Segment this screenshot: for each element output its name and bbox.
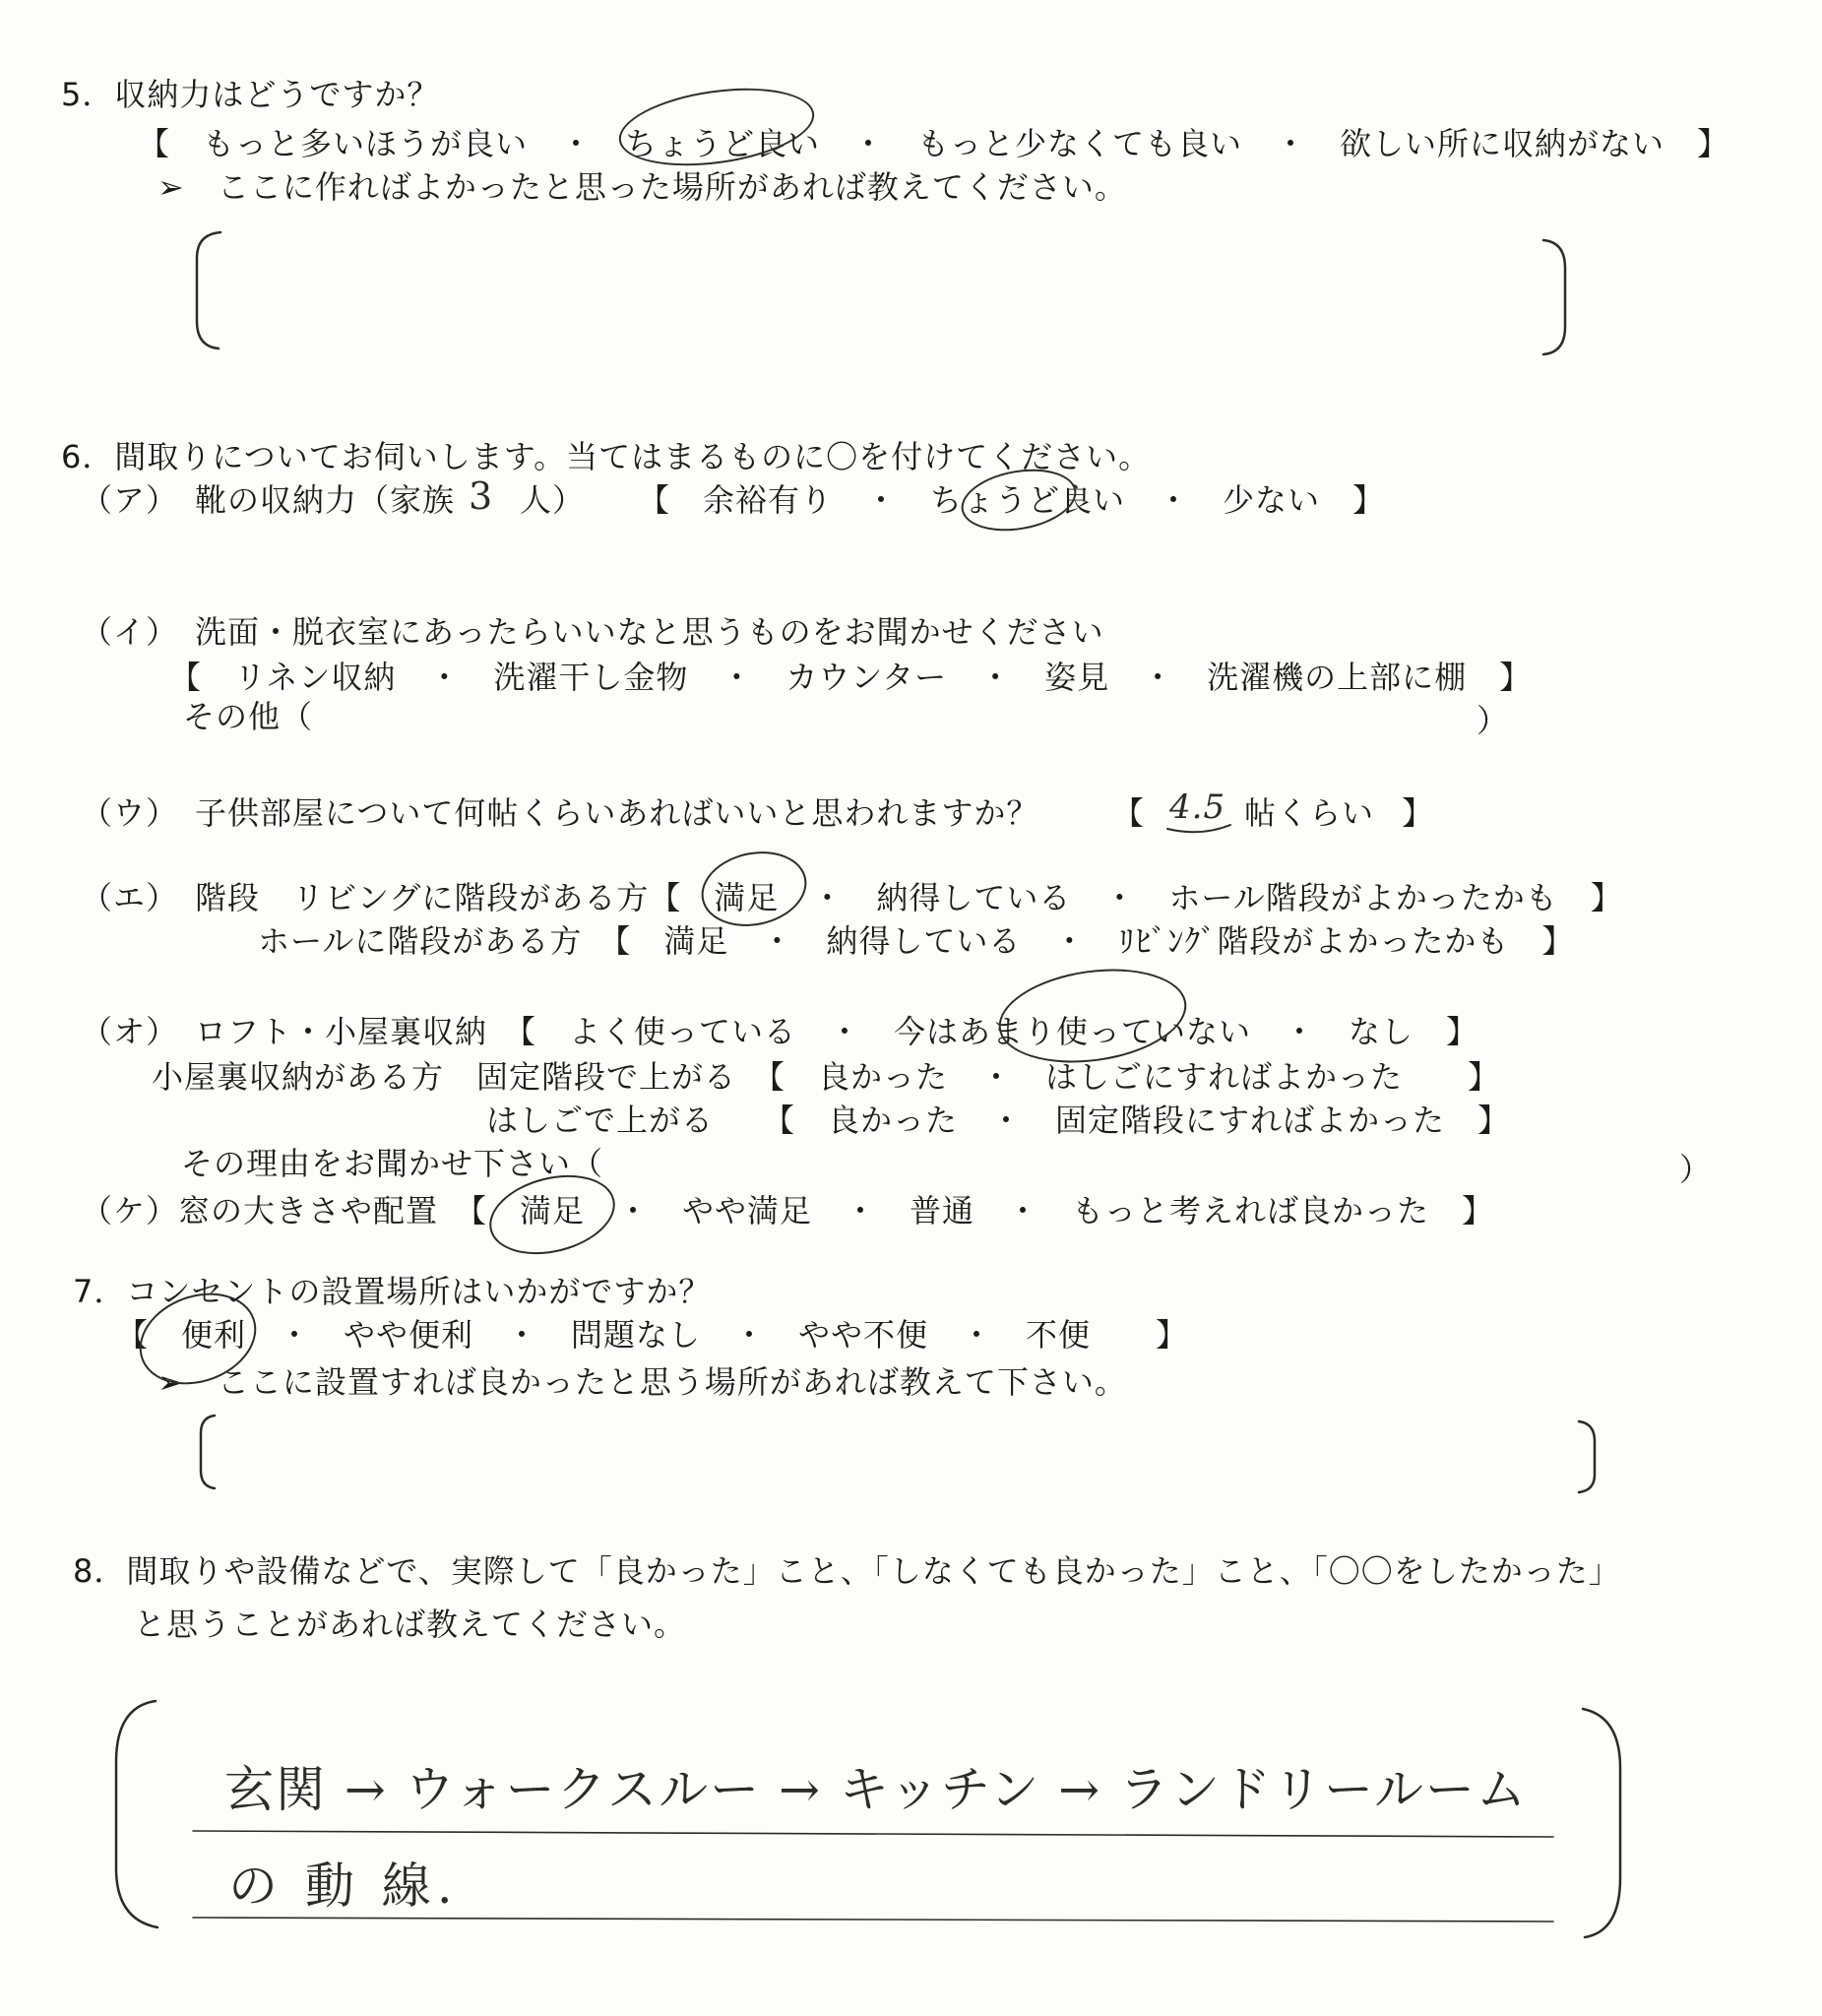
q6-a-family-count: 3 (469, 474, 494, 518)
q6-e-line2: ホールに階段がある方 【 満足 ・ 納得している ・ ﾘﾋﾞﾝｸﾞ階段がよかったかも 】 (258, 922, 1575, 960)
q6-question: 6．間取りについてお伺いします。当てはまるものに〇を付けてください。 (61, 438, 1152, 475)
q6-ke-label: （ケ）窓の大きさや配置 【 満足 ・ やや満足 ・ 普通 ・ もっと考えれば良かった 】 (81, 1192, 1495, 1229)
q6-a-suffix: 人） (520, 481, 586, 519)
q6-o-line3: はしごで上がる 【 良かった ・ 固定階段にすればよかった 】 (486, 1102, 1511, 1139)
q8-answer-line2: の 動 線. (228, 1858, 459, 1915)
q6-u-close: 】 (1402, 794, 1435, 832)
q7-bracket-left (201, 1416, 215, 1488)
q6-u-answer-underline (1167, 825, 1230, 832)
q8-bracket-left (116, 1701, 157, 1927)
q6-i-other-close: ） (1476, 702, 1510, 739)
q8-answer-line1: 玄関 → ウォークスルー → キッチン → ランドリールーム (224, 1761, 1529, 1818)
q6-i-options: 【 リネン収納 ・ 洗濯干し金物 ・ カウンター ・ 姿見 ・ 洗濯機の上部に棚 】 (169, 659, 1533, 696)
q6-o-line2: 小屋裏収納がある方 固定階段で上がる 【 良かった ・ はしごにすればよかった 】 (152, 1058, 1501, 1096)
q7-sub: ➢ ここに設置すれば良かったと思う場所があれば教えて下さい。 (157, 1363, 1127, 1401)
q5-question: 5．収納力はどうですか？ (61, 76, 440, 113)
q6-o-reason-close: ） (1679, 1151, 1713, 1188)
q5-bracket-left (197, 232, 220, 348)
q5-bracket-right (1543, 240, 1565, 354)
q5-sub: ➢ ここに作ればよかったと思った場所があれば教えてください。 (157, 168, 1127, 206)
q6-i-label: （イ） 洗面・脱衣室にあったらいいなと思うものをお聞かせください (81, 613, 1104, 651)
q6-a-options: 【 余裕有り ・ ちょうど良い ・ 少ない 】 (638, 481, 1386, 519)
q6-u-unit: 帖くらい (1244, 794, 1375, 832)
q8-writing-line-2 (193, 1918, 1553, 1922)
q8-bracket-right (1583, 1709, 1620, 1937)
q7-options: 【 便利 ・ やや便利 ・ 問題なし ・ やや不便 ・ 不便 】 (116, 1316, 1189, 1354)
q6-u-label: （ウ） 子供部屋について何帖くらいあればいいと思われますか？ (81, 794, 1039, 832)
q6-a-label: （ア） 靴の収納力（家族 (81, 481, 456, 519)
q6-u-answer: 4.5 (1169, 788, 1226, 827)
q8-writing-line-1 (193, 1831, 1553, 1837)
q6-u-open: 【 (1112, 794, 1146, 832)
q6-i-other-label: その他（ (183, 698, 314, 735)
q8-question-line1: 8．間取りや設備などで、実際して「良かった」こと、「しなくても良かった」こと、「〇〇をしたかった」 (73, 1552, 1621, 1590)
q8-question-line2: と思うことがあれば教えてください。 (134, 1606, 687, 1643)
q6-o-label: （オ） ロフト・小屋裏収納 【 よく使っている ・ 今はあまり使っていない ・ なし 】 (81, 1013, 1479, 1050)
q7-bracket-right (1579, 1421, 1595, 1492)
q7-question: 7．コンセントの設置場所はいかがですか？ (73, 1273, 712, 1310)
q5-options: 【 もっと多いほうが良い ・ ちょうど良い ・ もっと少なくても良い ・ 欲しい所に収納がない 】 (138, 125, 1730, 162)
q6-e-label: （エ） 階段 リビングに階段がある方【 満足 ・ 納得している ・ ホール階段がよかったかも 】 (81, 879, 1623, 916)
q6-o-reason-label: その理由をお聞かせ下さい（ (181, 1145, 604, 1182)
